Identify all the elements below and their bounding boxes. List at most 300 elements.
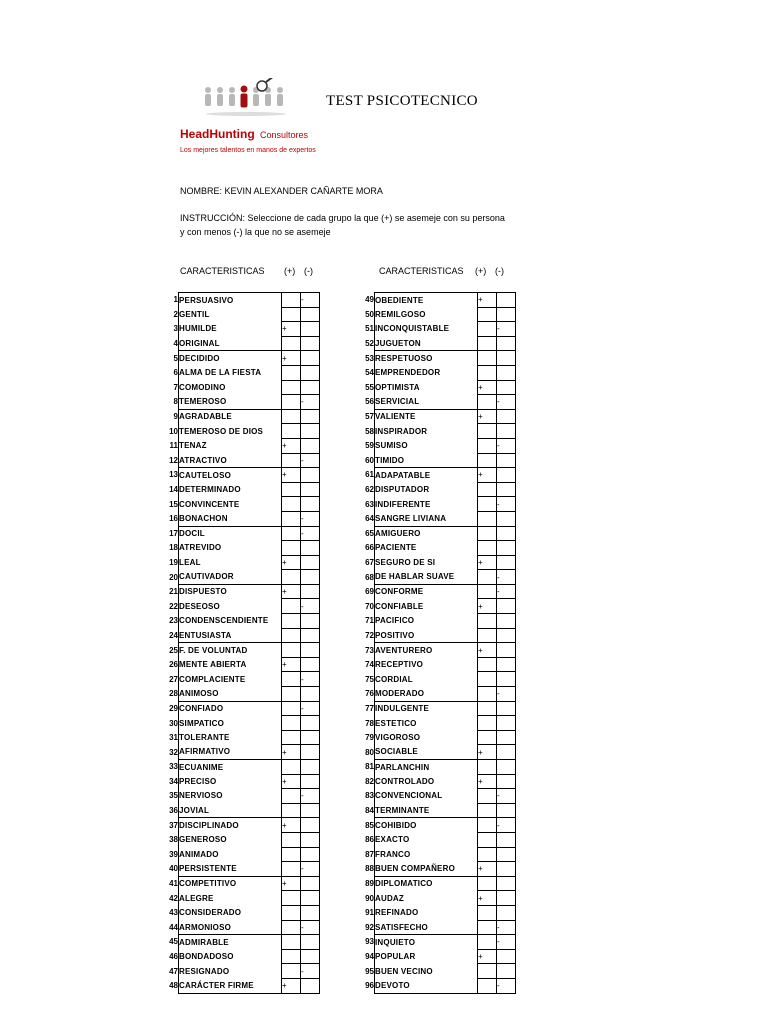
item-name: CONSIDERADO <box>179 905 282 920</box>
minus-cell[interactable] <box>497 599 516 614</box>
minus-cell[interactable] <box>301 716 320 731</box>
minus-cell[interactable] <box>497 643 516 658</box>
plus-cell[interactable] <box>282 730 301 745</box>
table-row <box>356 847 516 862</box>
table-row <box>160 336 320 351</box>
minus-cell[interactable] <box>497 701 516 716</box>
plus-cell[interactable] <box>478 760 497 775</box>
minus-cell[interactable] <box>301 876 320 891</box>
minus-cell[interactable] <box>301 614 320 629</box>
item-name: SIMPATICO <box>179 716 282 731</box>
item-name: TOLERANTE <box>179 730 282 745</box>
item-number: 68 <box>365 572 374 582</box>
plus-cell[interactable]: + <box>282 322 301 337</box>
left-characteristics-table <box>160 292 320 994</box>
table-row <box>160 964 320 979</box>
item-name: BUEN VECINO <box>375 964 478 979</box>
plus-cell[interactable] <box>478 876 497 891</box>
plus-cell[interactable] <box>282 293 301 308</box>
item-number: 41 <box>169 879 178 889</box>
minus-cell[interactable] <box>497 365 516 380</box>
item-number: 25 <box>169 645 178 655</box>
minus-cell[interactable] <box>301 760 320 775</box>
plus-cell[interactable]: + <box>478 891 497 906</box>
plus-cell[interactable]: + <box>478 949 497 964</box>
plus-cell[interactable] <box>282 541 301 556</box>
table-row <box>160 380 320 395</box>
minus-cell[interactable] <box>497 891 516 906</box>
minus-cell[interactable]: - <box>497 687 516 702</box>
minus-cell[interactable]: - <box>497 438 516 453</box>
plus-cell[interactable]: + <box>478 409 497 424</box>
item-number: 4 <box>173 339 178 349</box>
item-number: 52 <box>365 339 374 349</box>
minus-cell[interactable] <box>497 832 516 847</box>
item-name: CONFIABLE <box>375 599 478 614</box>
item-name: LEAL <box>179 555 282 570</box>
item-number: 33 <box>169 762 178 772</box>
table-row <box>356 789 516 804</box>
item-number: 26 <box>169 660 178 670</box>
plus-cell[interactable] <box>478 453 497 468</box>
plus-cell[interactable] <box>282 307 301 322</box>
minus-cell[interactable] <box>497 336 516 351</box>
plus-cell[interactable] <box>478 847 497 862</box>
plus-cell[interactable]: + <box>282 774 301 789</box>
minus-cell[interactable]: - <box>497 818 516 833</box>
item-number: 17 <box>169 528 178 538</box>
minus-cell[interactable] <box>301 978 320 993</box>
minus-cell[interactable] <box>301 628 320 643</box>
minus-cell[interactable] <box>497 716 516 731</box>
minus-cell[interactable] <box>497 628 516 643</box>
table-row <box>160 409 320 424</box>
plus-cell[interactable] <box>478 628 497 643</box>
table-row <box>160 424 320 439</box>
minus-cell[interactable] <box>301 935 320 950</box>
plus-cell[interactable] <box>478 935 497 950</box>
table-row <box>356 774 516 789</box>
minus-cell[interactable] <box>497 424 516 439</box>
item-name: SOCIABLE <box>375 745 478 760</box>
minus-cell[interactable] <box>301 365 320 380</box>
item-number: 67 <box>365 557 374 567</box>
plus-cell[interactable] <box>282 964 301 979</box>
plus-cell[interactable] <box>478 964 497 979</box>
item-name: BUEN COMPAÑERO <box>375 862 478 877</box>
minus-cell[interactable] <box>497 730 516 745</box>
minus-cell[interactable] <box>497 526 516 541</box>
minus-cell[interactable]: - <box>301 789 320 804</box>
plus-cell[interactable]: + <box>478 555 497 570</box>
minus-cell[interactable]: - <box>301 526 320 541</box>
plus-cell[interactable] <box>282 336 301 351</box>
plus-cell[interactable] <box>282 862 301 877</box>
table-row <box>356 453 516 468</box>
plus-cell[interactable] <box>478 424 497 439</box>
plus-cell[interactable] <box>478 920 497 935</box>
plus-cell[interactable]: + <box>282 438 301 453</box>
plus-cell[interactable] <box>478 657 497 672</box>
plus-cell[interactable] <box>478 832 497 847</box>
plus-cell[interactable]: + <box>282 584 301 599</box>
minus-cell[interactable]: - <box>301 862 320 877</box>
table-row <box>160 307 320 322</box>
minus-cell[interactable]: - <box>497 395 516 410</box>
plus-cell[interactable] <box>478 716 497 731</box>
minus-cell[interactable] <box>497 380 516 395</box>
item-name: INSPIRADOR <box>375 424 478 439</box>
minus-cell[interactable] <box>497 614 516 629</box>
plus-cell[interactable] <box>282 395 301 410</box>
plus-cell[interactable] <box>282 614 301 629</box>
plus-cell[interactable] <box>478 438 497 453</box>
minus-cell[interactable] <box>497 307 516 322</box>
minus-cell[interactable] <box>301 336 320 351</box>
item-number: 12 <box>169 455 178 465</box>
minus-cell[interactable]: - <box>301 599 320 614</box>
plus-cell[interactable] <box>282 832 301 847</box>
minus-cell[interactable]: - <box>301 511 320 526</box>
minus-cell[interactable] <box>497 847 516 862</box>
item-name: DECIDIDO <box>179 351 282 366</box>
minus-cell[interactable]: - <box>497 935 516 950</box>
table-row <box>160 745 320 760</box>
plus-cell[interactable] <box>282 511 301 526</box>
item-number: 59 <box>365 441 374 451</box>
item-name: ALMA DE LA FIESTA <box>179 365 282 380</box>
minus-cell[interactable]: - <box>301 964 320 979</box>
plus-cell[interactable]: + <box>478 468 497 483</box>
minus-cell[interactable] <box>497 468 516 483</box>
minus-cell[interactable]: - <box>301 395 320 410</box>
plus-cell[interactable] <box>282 760 301 775</box>
minus-cell[interactable] <box>301 803 320 818</box>
item-number: 57 <box>365 412 374 422</box>
plus-cell[interactable] <box>478 322 497 337</box>
plus-cell[interactable]: + <box>282 555 301 570</box>
item-name: TEMEROSO DE DIOS <box>179 424 282 439</box>
plus-cell[interactable] <box>478 351 497 366</box>
item-number: 20 <box>169 572 178 582</box>
right-header-minus: (-) <box>495 266 504 276</box>
item-name: AUDAZ <box>375 891 478 906</box>
plus-cell[interactable] <box>478 570 497 585</box>
item-name: DETERMINADO <box>179 482 282 497</box>
item-number: 31 <box>169 733 178 743</box>
item-name: CORDIAL <box>375 672 478 687</box>
plus-cell[interactable]: + <box>478 293 497 308</box>
table-row <box>356 497 516 512</box>
minus-cell[interactable] <box>301 891 320 906</box>
plus-cell[interactable] <box>282 453 301 468</box>
item-number: 1 <box>173 295 178 305</box>
minus-cell[interactable] <box>301 468 320 483</box>
item-number: 79 <box>365 733 374 743</box>
item-number: 73 <box>365 645 374 655</box>
table-row <box>356 672 516 687</box>
minus-cell[interactable] <box>301 730 320 745</box>
table-row <box>160 701 320 716</box>
table-row <box>356 307 516 322</box>
table-row <box>356 920 516 935</box>
item-name: AVENTURERO <box>375 643 478 658</box>
plus-cell[interactable] <box>282 701 301 716</box>
minus-cell[interactable] <box>497 409 516 424</box>
minus-cell[interactable] <box>301 774 320 789</box>
plus-cell[interactable] <box>282 687 301 702</box>
minus-cell[interactable] <box>497 293 516 308</box>
left-header-plus: (+) <box>284 266 296 276</box>
item-number: 65 <box>365 528 374 538</box>
minus-cell[interactable] <box>497 482 516 497</box>
item-name: OBEDIENTE <box>375 293 478 308</box>
plus-cell[interactable] <box>282 497 301 512</box>
minus-cell[interactable]: - <box>497 570 516 585</box>
plus-cell[interactable]: + <box>478 380 497 395</box>
plus-cell[interactable] <box>478 818 497 833</box>
table-row <box>160 978 320 993</box>
plus-cell[interactable]: + <box>282 468 301 483</box>
minus-cell[interactable] <box>497 774 516 789</box>
item-name: VALIENTE <box>375 409 478 424</box>
left-header-minus: (-) <box>304 266 313 276</box>
plus-cell[interactable] <box>478 395 497 410</box>
plus-cell[interactable] <box>282 789 301 804</box>
minus-cell[interactable]: - <box>301 920 320 935</box>
minus-cell[interactable]: - <box>301 672 320 687</box>
minus-cell[interactable] <box>301 424 320 439</box>
item-number: 23 <box>169 616 178 626</box>
plus-cell[interactable] <box>478 730 497 745</box>
minus-cell[interactable] <box>497 453 516 468</box>
minus-cell[interactable] <box>301 818 320 833</box>
minus-cell[interactable] <box>301 438 320 453</box>
minus-cell[interactable] <box>301 847 320 862</box>
item-number: 35 <box>169 791 178 801</box>
minus-cell[interactable] <box>497 511 516 526</box>
plus-cell[interactable] <box>282 365 301 380</box>
plus-cell[interactable] <box>478 789 497 804</box>
minus-cell[interactable] <box>497 760 516 775</box>
plus-cell[interactable] <box>478 584 497 599</box>
table-row <box>356 628 516 643</box>
item-number: 77 <box>365 703 374 713</box>
minus-cell[interactable] <box>301 643 320 658</box>
table-row <box>356 584 516 599</box>
item-number: 62 <box>365 485 374 495</box>
table-row <box>160 891 320 906</box>
plus-cell[interactable] <box>282 599 301 614</box>
minus-cell[interactable] <box>301 657 320 672</box>
item-name: INDIFERENTE <box>375 497 478 512</box>
minus-cell[interactable]: - <box>301 293 320 308</box>
minus-cell[interactable] <box>497 862 516 877</box>
minus-cell[interactable] <box>497 351 516 366</box>
item-number: 66 <box>365 543 374 553</box>
minus-cell[interactable] <box>301 541 320 556</box>
minus-cell[interactable] <box>301 409 320 424</box>
minus-cell[interactable] <box>497 541 516 556</box>
plus-cell[interactable] <box>478 482 497 497</box>
item-number: 55 <box>365 382 374 392</box>
minus-cell[interactable] <box>301 949 320 964</box>
plus-cell[interactable] <box>282 949 301 964</box>
plus-cell[interactable]: + <box>478 599 497 614</box>
plus-cell[interactable] <box>478 307 497 322</box>
minus-cell[interactable]: - <box>497 322 516 337</box>
plus-cell[interactable] <box>478 687 497 702</box>
plus-cell[interactable] <box>282 380 301 395</box>
item-name: GENEROSO <box>179 832 282 847</box>
item-name: ALEGRE <box>179 891 282 906</box>
table-row <box>160 570 320 585</box>
plus-cell[interactable] <box>478 336 497 351</box>
item-number: 46 <box>169 952 178 962</box>
plus-cell[interactable] <box>478 978 497 993</box>
item-number: 60 <box>365 455 374 465</box>
item-name: ORIGINAL <box>179 336 282 351</box>
item-name: CONTROLADO <box>375 774 478 789</box>
item-name: POSITIVO <box>375 628 478 643</box>
item-number: 48 <box>169 981 178 991</box>
table-row <box>356 322 516 337</box>
plus-cell[interactable] <box>282 482 301 497</box>
minus-cell[interactable] <box>497 657 516 672</box>
plus-cell[interactable] <box>282 891 301 906</box>
plus-cell[interactable] <box>282 716 301 731</box>
minus-cell[interactable] <box>301 380 320 395</box>
minus-cell[interactable] <box>301 307 320 322</box>
minus-cell[interactable] <box>301 570 320 585</box>
item-name: CAUTELOSO <box>179 468 282 483</box>
item-number: 83 <box>365 791 374 801</box>
item-number: 82 <box>365 776 374 786</box>
minus-cell[interactable] <box>301 497 320 512</box>
plus-cell[interactable]: + <box>282 978 301 993</box>
plus-cell[interactable]: + <box>282 657 301 672</box>
plus-cell[interactable] <box>478 701 497 716</box>
plus-cell[interactable] <box>282 920 301 935</box>
item-number: 54 <box>365 368 374 378</box>
item-number: 16 <box>169 514 178 524</box>
plus-cell[interactable]: + <box>282 818 301 833</box>
plus-cell[interactable] <box>478 365 497 380</box>
minus-cell[interactable]: - <box>497 789 516 804</box>
minus-cell[interactable]: - <box>301 453 320 468</box>
table-row <box>160 599 320 614</box>
plus-cell[interactable] <box>478 511 497 526</box>
item-number: 47 <box>169 966 178 976</box>
minus-cell[interactable] <box>301 322 320 337</box>
minus-cell[interactable] <box>497 672 516 687</box>
minus-cell[interactable]: - <box>301 701 320 716</box>
plus-cell[interactable] <box>478 614 497 629</box>
plus-cell[interactable] <box>282 672 301 687</box>
plus-cell[interactable] <box>282 570 301 585</box>
item-number: 5 <box>173 353 178 363</box>
minus-cell[interactable] <box>301 584 320 599</box>
plus-cell[interactable]: + <box>282 876 301 891</box>
plus-cell[interactable] <box>478 672 497 687</box>
plus-cell[interactable] <box>478 526 497 541</box>
minus-cell[interactable] <box>301 687 320 702</box>
item-name: RESIGNADO <box>179 964 282 979</box>
plus-cell[interactable]: + <box>282 745 301 760</box>
minus-cell[interactable] <box>301 351 320 366</box>
table-row <box>356 760 516 775</box>
plus-cell[interactable]: + <box>282 351 301 366</box>
minus-cell[interactable]: - <box>497 497 516 512</box>
item-number: 22 <box>169 601 178 611</box>
plus-cell[interactable]: + <box>478 774 497 789</box>
table-row <box>356 365 516 380</box>
item-name: CAUTIVADOR <box>179 570 282 585</box>
plus-cell[interactable] <box>478 905 497 920</box>
item-name: CONVINCENTE <box>179 497 282 512</box>
item-name: CONFIADO <box>179 701 282 716</box>
plus-cell[interactable]: + <box>478 862 497 877</box>
minus-cell[interactable] <box>301 905 320 920</box>
item-number: 69 <box>365 587 374 597</box>
brand-sub: Consultores <box>260 130 309 140</box>
minus-cell[interactable] <box>497 964 516 979</box>
minus-cell[interactable] <box>497 555 516 570</box>
table-row <box>356 862 516 877</box>
plus-cell[interactable] <box>282 628 301 643</box>
plus-cell[interactable]: + <box>478 643 497 658</box>
item-name: INCONQUISTABLE <box>375 322 478 337</box>
item-name: COMPLACIENTE <box>179 672 282 687</box>
plus-cell[interactable] <box>478 497 497 512</box>
minus-cell[interactable] <box>497 949 516 964</box>
item-number: 81 <box>365 762 374 772</box>
minus-cell[interactable] <box>301 745 320 760</box>
item-number: 38 <box>169 835 178 845</box>
item-number: 3 <box>173 324 178 334</box>
plus-cell[interactable] <box>282 905 301 920</box>
minus-cell[interactable] <box>497 876 516 891</box>
table-row <box>356 978 516 993</box>
minus-cell[interactable] <box>497 905 516 920</box>
item-name: PERSISTENTE <box>179 862 282 877</box>
item-name: DEVOTO <box>375 978 478 993</box>
minus-cell[interactable] <box>497 745 516 760</box>
plus-cell[interactable] <box>282 409 301 424</box>
minus-cell[interactable]: - <box>497 920 516 935</box>
plus-cell[interactable] <box>282 643 301 658</box>
minus-cell[interactable] <box>301 832 320 847</box>
item-name: GENTIL <box>179 307 282 322</box>
minus-cell[interactable]: - <box>497 584 516 599</box>
item-number: 56 <box>365 397 374 407</box>
item-number: 88 <box>365 864 374 874</box>
plus-cell[interactable] <box>282 803 301 818</box>
minus-cell[interactable] <box>301 482 320 497</box>
minus-cell[interactable] <box>497 803 516 818</box>
minus-cell[interactable] <box>301 555 320 570</box>
plus-cell[interactable] <box>282 526 301 541</box>
plus-cell[interactable] <box>478 541 497 556</box>
item-number: 19 <box>169 557 178 567</box>
plus-cell[interactable]: + <box>478 745 497 760</box>
minus-cell[interactable]: - <box>497 978 516 993</box>
plus-cell[interactable] <box>282 424 301 439</box>
plus-cell[interactable] <box>478 803 497 818</box>
table-row <box>160 584 320 599</box>
plus-cell[interactable] <box>282 935 301 950</box>
plus-cell[interactable] <box>282 847 301 862</box>
